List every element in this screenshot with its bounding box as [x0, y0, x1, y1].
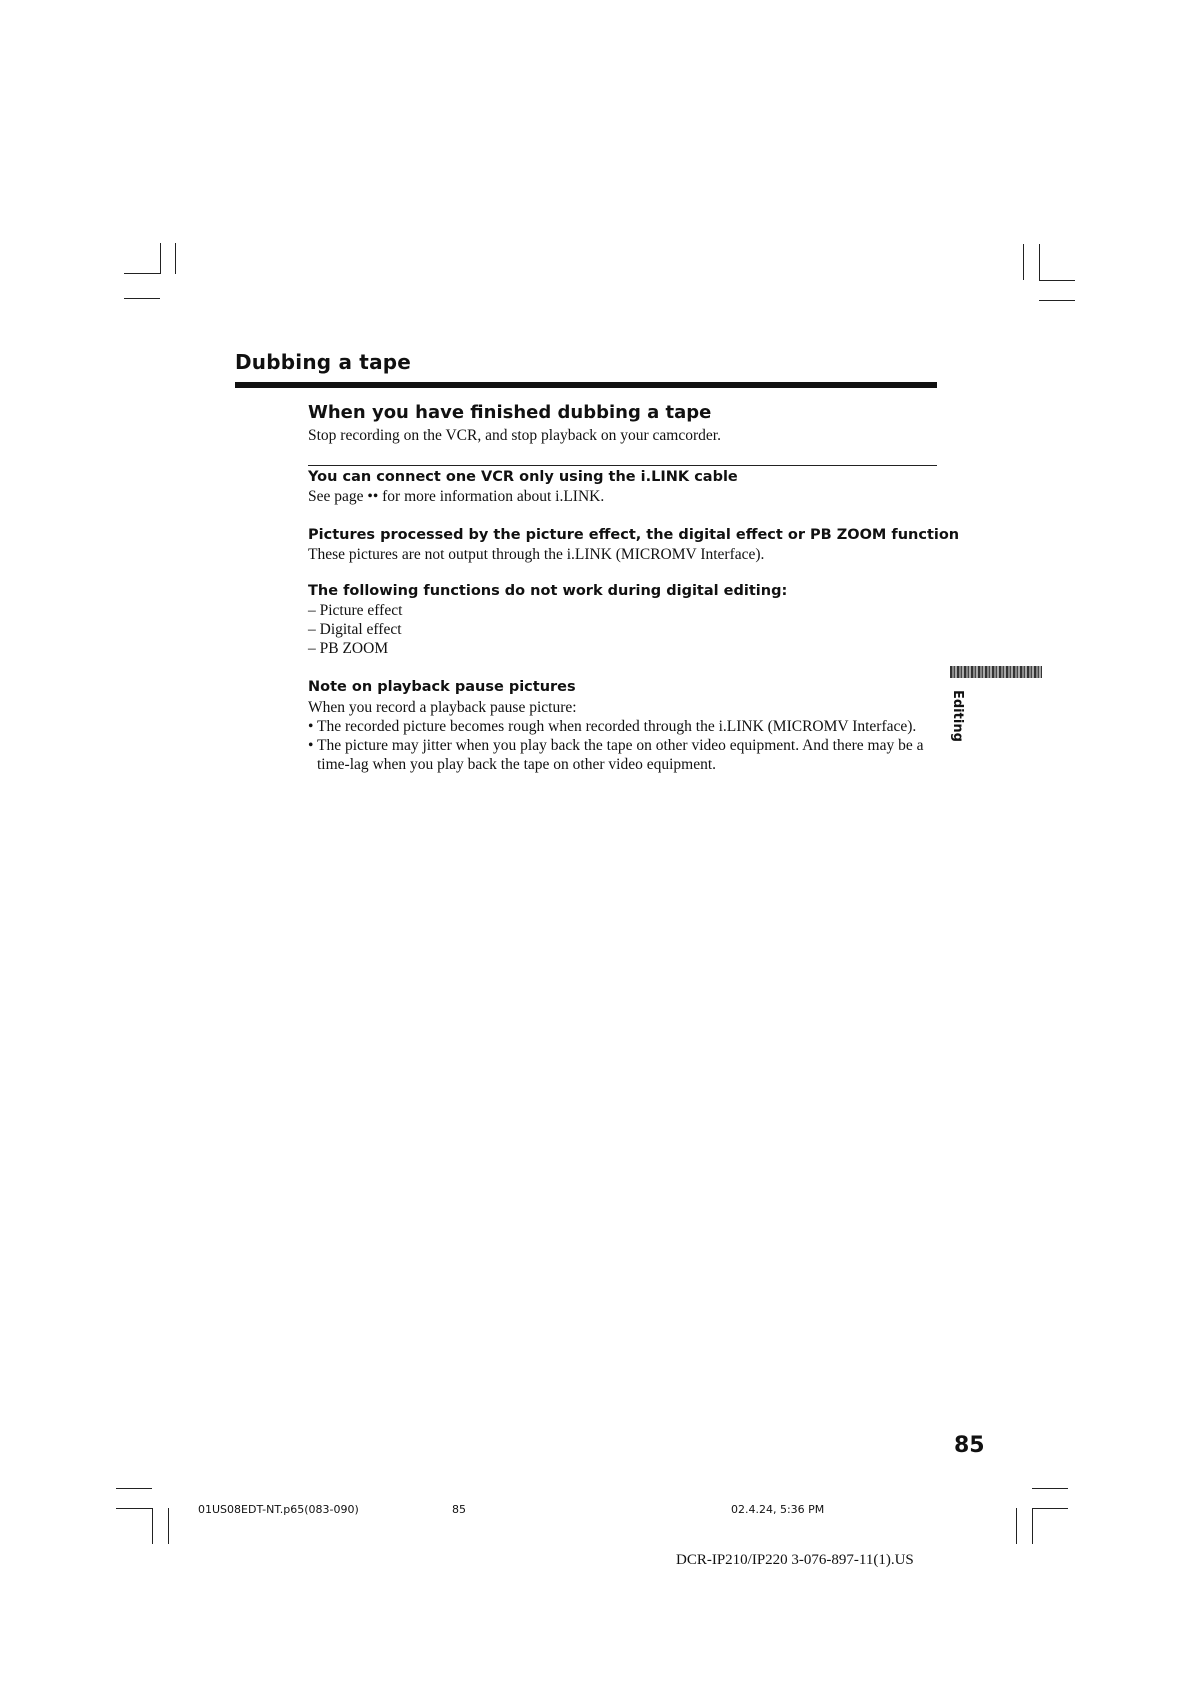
crop-mark	[1039, 244, 1040, 280]
editing-side-tab: Editing	[950, 690, 965, 742]
crop-mark	[1032, 1508, 1068, 1509]
section-title: Dubbing a tape	[235, 350, 412, 374]
crop-mark	[124, 273, 160, 274]
list-item: • The picture may jitter when you play back the tape on other video equipment. And there may be a time-lag when you play back the tape on other video equipment.	[308, 737, 924, 773]
pause-note-bullets	[300, 717, 940, 774]
crop-mark	[152, 1508, 153, 1544]
crop-mark	[1032, 1488, 1068, 1489]
footer-page: 85	[452, 1503, 466, 1516]
footer-date: 02.4.24, 5:36 PM	[731, 1503, 825, 1516]
footer-filename: 01US08EDT-NT.p65(083-090)	[198, 1503, 359, 1516]
crop-mark	[1023, 244, 1024, 280]
list-item: – Picture effect	[308, 602, 403, 619]
pause-note-intro: When you record a playback pause picture:	[308, 699, 577, 716]
notes-divider	[308, 465, 937, 466]
crop-mark	[124, 298, 160, 299]
page-number: 85	[954, 1433, 985, 1458]
note-text-picture-effect: These pictures are not output through the i.LINK (MICROMV Interface).	[308, 546, 765, 563]
list-item: – Digital effect	[308, 621, 402, 638]
note-title-ilink-cable: You can connect one VCR only using the i.LINK cable	[308, 469, 738, 485]
digital-editing-title: The following functions do not work during digital editing:	[308, 583, 788, 599]
finished-text: Stop recording on the VCR, and stop playback on your camcorder.	[308, 427, 721, 444]
crop-mark	[1039, 280, 1075, 281]
note-title-picture-effect: Pictures processed by the picture effect, the digital effect or PB ZOOM function	[308, 527, 960, 543]
crop-mark	[168, 1508, 169, 1544]
list-item: – PB ZOOM	[308, 640, 389, 657]
crop-mark	[1039, 300, 1075, 301]
digital-editing-list	[308, 601, 402, 658]
crop-mark	[116, 1508, 152, 1509]
crop-mark	[1032, 1508, 1033, 1544]
editing-tab-bar	[950, 666, 1042, 678]
model-code: DCR-IP210/IP220 3-076-897-11(1).US	[676, 1552, 914, 1568]
list-item: • The recorded picture becomes rough when recorded through the i.LINK (MICROMV Interface).	[308, 718, 917, 735]
crop-mark	[160, 243, 161, 274]
crop-mark	[116, 1488, 152, 1489]
finished-heading: When you have finished dubbing a tape	[308, 402, 712, 423]
section-rule	[235, 382, 937, 388]
pause-note-title: Note on playback pause pictures	[308, 679, 576, 695]
crop-mark	[1016, 1508, 1017, 1544]
note-text-ilink-cable: See page •• for more information about i.LINK.	[308, 488, 605, 505]
crop-mark	[175, 243, 176, 274]
